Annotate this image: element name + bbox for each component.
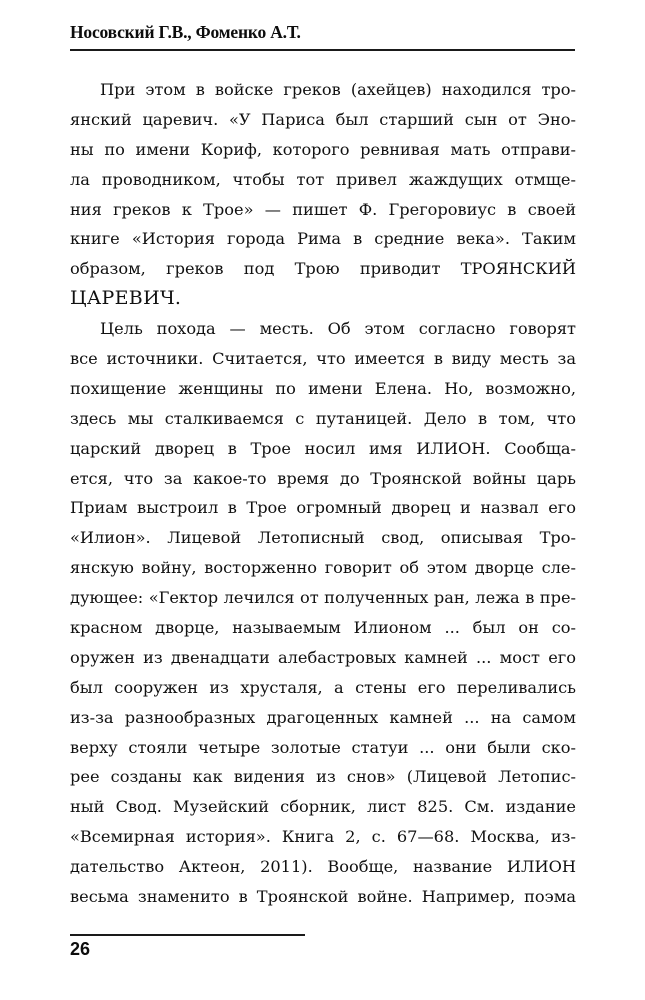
text-line: ла проводником, чтобы тот привел жаждущих отмще- bbox=[70, 169, 576, 189]
text-line: весьма знаменито в Троянской войне. Например, поэма bbox=[70, 887, 576, 907]
text-line: «Всемирная история». Книга 2, с. 67—68. Москва, из- bbox=[70, 827, 576, 847]
text-line: книге «История города Рима в средние века». Таким bbox=[70, 229, 576, 249]
text-line: ния греков к Трое» — пишет Ф. Грегоровиус в своей bbox=[70, 199, 576, 219]
footer-rule bbox=[70, 934, 305, 936]
running-head-authors: Носовский Г.В., Фоменко А.Т. bbox=[70, 22, 301, 42]
text-line: все источники. Считается, что имеется в виду месть за bbox=[70, 349, 576, 369]
text-line: ный Свод. Музейский сборник, лист 825. См. издание bbox=[70, 797, 576, 817]
text-line: рее созданы как видения из снов» (Лицевой Летопис- bbox=[70, 767, 576, 787]
text-line: верху стояли четыре золотые статуи ... они были ско- bbox=[70, 737, 576, 757]
text-line: оружен из двенадцати алебастровых камней ... мост его bbox=[70, 647, 576, 667]
text-line: Приам выстроил в Трое огромный дворец и назвал его bbox=[70, 498, 576, 518]
text-line: дательство Актеон, 2011). Вообще, название ИЛИОН bbox=[70, 857, 576, 877]
text-line: янскую войну, восторженно говорит об этом дворце сле- bbox=[70, 558, 576, 578]
text-line: «Илион». Лицевой Летописный свод, описывая Тро- bbox=[70, 528, 576, 548]
header-rule bbox=[70, 49, 575, 51]
text-line: образом, греков под Трою приводит ТРОЯНСКИЙ bbox=[70, 259, 576, 279]
text-line: красном дворце, называемым Илионом ... был он со- bbox=[70, 618, 576, 638]
text-line-emphasis: ЦАРЕВИЧ. bbox=[70, 287, 182, 310]
text-line: похищение женщины по имени Елена. Но, возможно, bbox=[70, 378, 576, 398]
text-line: При этом в войске греков (ахейцев) находился тро- bbox=[100, 80, 576, 99]
text-line: ны по имени Кориф, которого ревнивая мать отправи- bbox=[70, 139, 576, 159]
text-line: из-за разнообразных драгоценных камней ... на самом bbox=[70, 707, 576, 727]
page-number: 26 bbox=[70, 939, 91, 959]
text-line: янский царевич. «У Париса был старший сын от Эно- bbox=[70, 109, 576, 129]
body-text bbox=[70, 75, 576, 912]
text-line: дующее: «Гектор лечился от полученных ран, лежа в пре- bbox=[70, 588, 576, 608]
text-line: ется, что за какое-то время до Троянской войны царь bbox=[70, 468, 576, 488]
text-line: царский дворец в Трое носил имя ИЛИОН. Сообща- bbox=[70, 438, 576, 458]
text-line: был сооружен из хрусталя, а стены его переливались bbox=[70, 677, 576, 697]
text-line: здесь мы сталкиваемся с путаницей. Дело в том, что bbox=[70, 408, 576, 428]
text-line: Цель похода — месть. Об этом согласно говорят bbox=[100, 319, 576, 339]
